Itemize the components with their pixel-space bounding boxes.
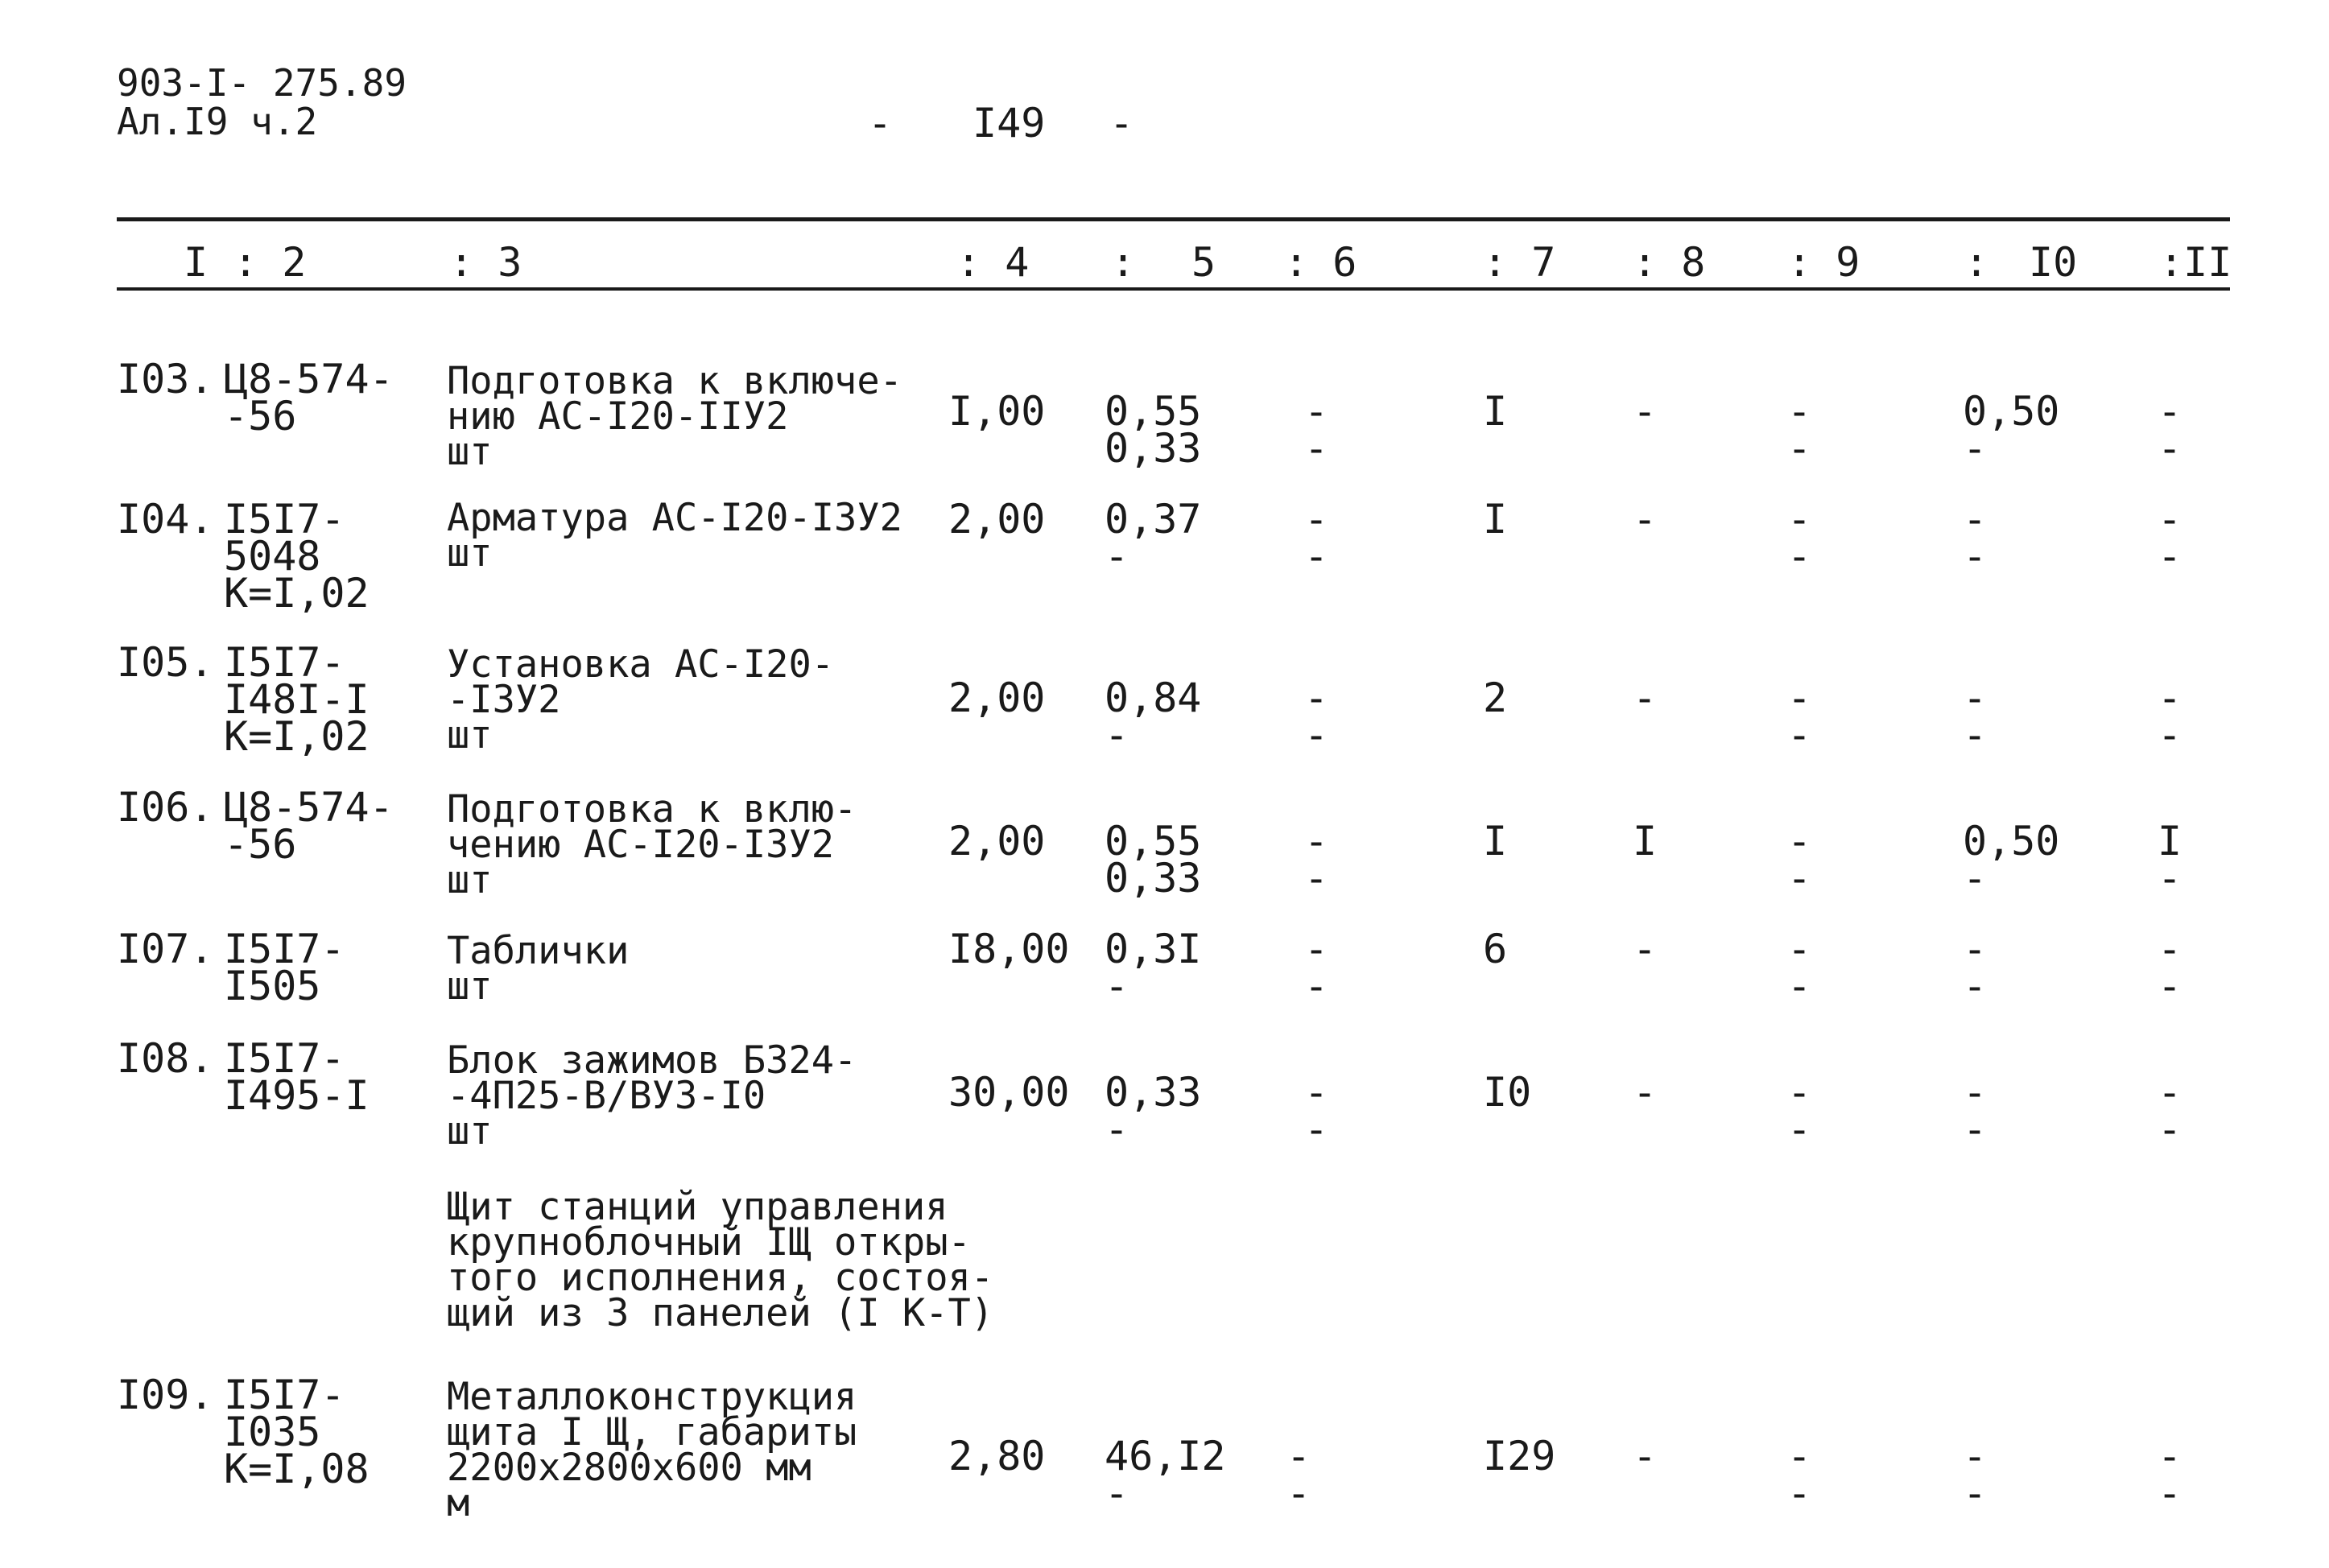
column-header-9: : 9 (1787, 239, 1860, 286)
row-c8: - (1633, 1069, 1658, 1116)
row-c9: - - (1787, 926, 1812, 1009)
row-c8: - (1633, 675, 1658, 721)
column-header-3: : 3 (449, 239, 522, 286)
row-c7: I (1483, 818, 1508, 864)
row-code: I5I7- 5048 К=I,02 (224, 496, 370, 617)
table-top-rule (117, 217, 2230, 221)
row-name: Установка АС-I20- -I3У2 шт (447, 642, 835, 757)
row-c6: - - (1304, 496, 1329, 580)
row-c6: - - (1304, 675, 1329, 758)
row-c10: 0,50 - (1963, 388, 2060, 472)
row-c6: - - (1304, 926, 1329, 1009)
row-c4: 30,00 (948, 1069, 1070, 1116)
row-c5: 0,3I - (1105, 926, 1202, 1009)
row-c9: - - (1787, 1433, 1812, 1516)
row-c7: I0 (1483, 1069, 1532, 1116)
row-c8: - (1633, 388, 1658, 435)
row-c11: I - (2158, 818, 2182, 902)
row-c10: 0,50 - (1963, 818, 2060, 902)
column-header-2: : 2 (233, 239, 307, 286)
row-c11: - - (2158, 388, 2182, 472)
row-c4: 2,00 (948, 675, 1046, 721)
row-c10: - - (1963, 496, 1988, 580)
row-c5: 0,55 0,33 (1105, 818, 1202, 902)
row-c8: I (1633, 818, 1658, 864)
row-number: I07. (117, 926, 214, 972)
row-number: I05. (117, 639, 214, 686)
row-number: I09. (117, 1372, 214, 1418)
row-c4: 2,00 (948, 496, 1046, 543)
row-c10: - - (1963, 926, 1988, 1009)
page-dash-left: - (868, 100, 893, 146)
row-c6: - - (1304, 388, 1329, 472)
row-c10: - - (1963, 1069, 1988, 1153)
page-dash-right: - (1109, 100, 1134, 146)
row-name: Арматура АС-I20-I3У2 шт (447, 496, 902, 576)
column-header-10-colon: : (1964, 239, 1989, 286)
row-c8: - (1633, 926, 1658, 972)
row-c4: 2,80 (948, 1433, 1046, 1479)
row-c5: 0,84 - (1105, 675, 1202, 758)
column-header-10: I0 (2029, 239, 2078, 286)
row-c6: - - (1304, 818, 1329, 902)
column-header-7: : 7 (1483, 239, 1556, 286)
row-code: Ц8-574- -56 (224, 784, 394, 868)
row-name: Подготовка к включе- нию АС-I20-IIУ2 шт (447, 359, 902, 474)
row-c9: - - (1787, 496, 1812, 580)
row-code: I5I7- I035 К=I,08 (224, 1372, 370, 1492)
row-code: Ц8-574- -56 (224, 356, 394, 439)
table-header-rule (117, 287, 2230, 291)
row-c11: - - (2158, 1433, 2182, 1516)
row-name: Таблички шт (447, 929, 630, 1009)
row-c7: I (1483, 388, 1508, 435)
row-c8: - (1633, 1433, 1658, 1479)
row-c5: 0,33 - (1105, 1069, 1202, 1153)
column-header-5-colon: : (1111, 239, 1136, 286)
document-code: 903-I- 275.89 (117, 61, 407, 105)
row-c10: - - (1963, 675, 1988, 758)
row-name: Подготовка к вклю- чению АС-I20-I3У2 шт (447, 787, 857, 902)
row-c7: 6 (1483, 926, 1508, 972)
column-header-5: 5 (1191, 239, 1216, 286)
album-reference: Ал.I9 ч.2 (117, 100, 318, 143)
row-c8: - (1633, 496, 1658, 543)
row-number: I06. (117, 784, 214, 831)
column-header-11: :II (2159, 239, 2232, 286)
page-number: I49 (972, 100, 1046, 146)
row-number: I04. (117, 496, 214, 543)
row-c9: - - (1787, 675, 1812, 758)
row-c4: I8,00 (948, 926, 1070, 972)
row-c11: - - (2158, 675, 2182, 758)
row-c6: - - (1286, 1433, 1311, 1516)
row-c9: - - (1787, 818, 1812, 902)
row-c9: - - (1787, 388, 1812, 472)
row-c5: 0,37 - (1105, 496, 1202, 580)
row-name: Блок зажимов Б324- -4П25-В/ВУЗ-I0 шт (447, 1038, 857, 1153)
row-c5: 0,55 0,33 (1105, 388, 1202, 472)
row-c7: I29 (1483, 1433, 1556, 1479)
row-c6: - - (1304, 1069, 1329, 1153)
column-header-6: : 6 (1284, 239, 1357, 286)
row-c11: - - (2158, 926, 2182, 1009)
row-c7: 2 (1483, 675, 1508, 721)
column-header-4: : 4 (956, 239, 1030, 286)
row-c7: I (1483, 496, 1508, 543)
column-header-1: I (184, 239, 209, 286)
row-number: I08. (117, 1035, 214, 1082)
row-code: I5I7- I505 (224, 926, 345, 1009)
column-header-8: : 8 (1633, 239, 1706, 286)
row-c4: 2,00 (948, 818, 1046, 864)
row-c5: 46,I2 - (1105, 1433, 1226, 1516)
section-note: Щит станций управления крупноблочный IЩ откры- того исполнения, состоя- щий из 3 панелей (I К-Т) (447, 1185, 994, 1335)
row-c10: - - (1963, 1433, 1988, 1516)
row-code: I5I7- I495-I (224, 1035, 370, 1119)
row-code: I5I7- I48I-I К=I,02 (224, 639, 370, 760)
row-c4: I,00 (948, 388, 1046, 435)
row-c11: - - (2158, 1069, 2182, 1153)
row-name: Металлоконструкция щита I Щ, габариты 2200х2800х600 мм м (447, 1375, 857, 1525)
row-c11: - - (2158, 496, 2182, 580)
row-number: I03. (117, 356, 214, 402)
row-c9: - - (1787, 1069, 1812, 1153)
